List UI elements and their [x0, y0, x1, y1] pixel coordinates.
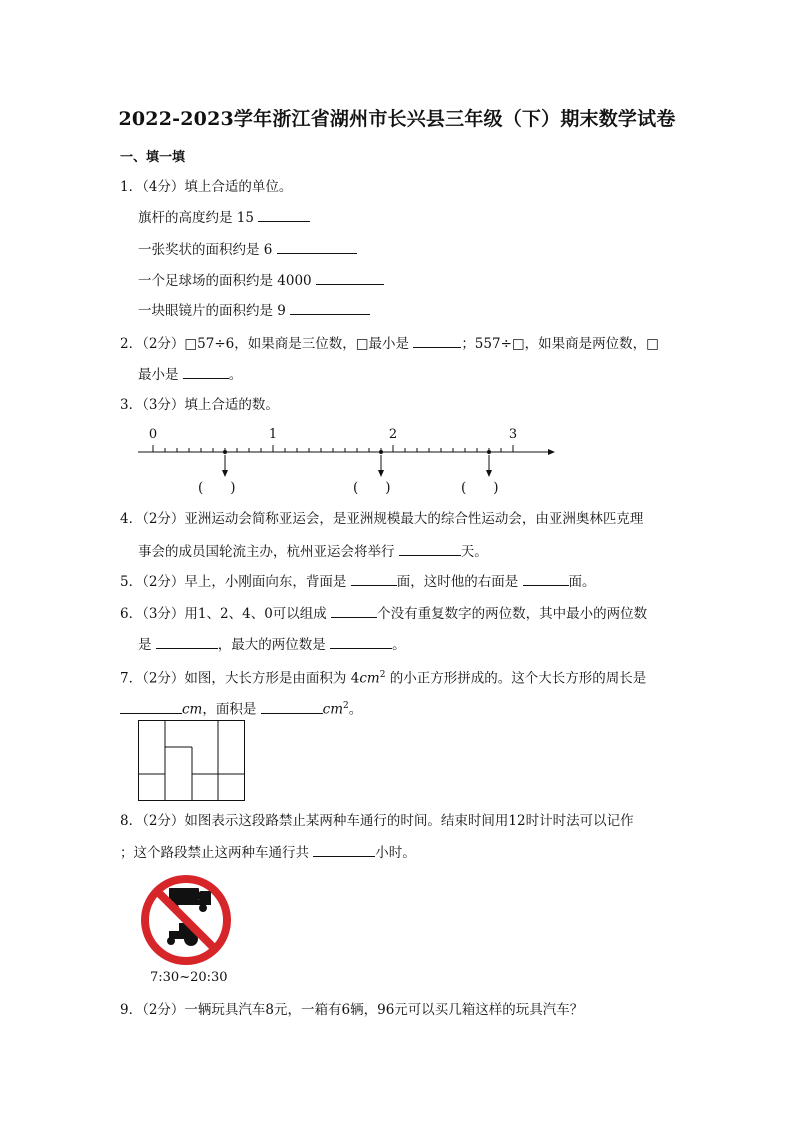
q8-line-1: 8．（2分）如图表示这段路禁止某两种车通行的时间。结束时间用12时计时法可以记作: [120, 813, 634, 829]
q3-stem: 3．（3分）填上合适的数。: [120, 397, 279, 413]
superscript-2: 2: [379, 670, 386, 680]
q2-text-c: 最小是: [138, 367, 183, 383]
unit-cm: cm: [322, 701, 344, 718]
sign-time-caption: 7:30~20:30: [150, 970, 228, 985]
no-vehicle-sign-icon: [139, 873, 233, 967]
answer-blank[interactable]: [523, 572, 569, 586]
q1-item-3-text: 一个足球场的面积约是 4000: [138, 273, 312, 289]
marked-point: [223, 450, 227, 454]
q5-text-c: 面。: [568, 574, 596, 590]
rectangle-figure: [138, 720, 246, 802]
q3-answer-slot-2[interactable]: ( ): [353, 480, 391, 496]
answer-blank[interactable]: [399, 542, 461, 556]
unit-cm: cm: [359, 670, 380, 687]
q6-line-2: [138, 635, 406, 654]
q5-text-b: 面，这时他的右面是: [396, 574, 523, 590]
q1-item-1-text: 旗杆的高度约是 15: [138, 210, 254, 226]
q2-text-d: 。: [228, 367, 243, 383]
q5-text-a: 5．（2分）早上，小刚面向东，背面是: [120, 574, 351, 590]
pointer-arrowhead: [378, 470, 384, 477]
answer-blank[interactable]: [261, 700, 323, 714]
q1-item-2-text: 一张奖状的面积约是 6: [138, 242, 273, 258]
q7-text-c: ，面积是: [202, 701, 261, 718]
unit-cm: cm: [182, 701, 203, 718]
marked-point: [379, 450, 383, 454]
q7-line-1: [120, 666, 646, 688]
marked-point: [487, 450, 491, 454]
answer-blank[interactable]: [351, 572, 397, 586]
q6-text-a: 6．（3分）用1、2、4、0可以组成: [120, 606, 332, 622]
q8-line-2: [120, 843, 416, 862]
pointer-arrowhead: [222, 470, 228, 477]
answer-blank[interactable]: [330, 635, 392, 649]
q3-answer-slot-1[interactable]: ( ): [198, 480, 236, 496]
q4-text-b: 天。: [460, 544, 488, 560]
q6-line-1: [120, 604, 647, 623]
answer-blank[interactable]: [120, 700, 182, 714]
number-line-label: 2: [388, 427, 398, 442]
q6-text-e: 。: [392, 637, 406, 653]
q1-item-4-text: 一块眼镜片的面积约是 9: [138, 303, 286, 319]
number-line-label: 1: [268, 427, 278, 442]
pointer-arrowhead: [486, 470, 492, 477]
page-title: 2022-2023学年浙江省湖州市长兴县三年级（下）期末数学试卷: [118, 108, 676, 130]
q2-text-a: 2．（2分）□57÷6，如果商是三位数，□最小是: [120, 336, 414, 352]
q6-text-b: 个没有重复数字的两位数，其中最小的两位数: [377, 606, 648, 622]
section-heading: 一、填一填: [120, 150, 186, 165]
answer-blank[interactable]: [331, 604, 377, 618]
q6-text-c: 是: [138, 637, 156, 653]
q4-line-1: 4．（2分）亚洲运动会简称亚运会，是亚洲规模最大的综合性运动会，由亚洲奥林匹克理: [120, 511, 644, 527]
q4-text-a: 事会的成员国轮流主办，杭州亚运会将举行: [138, 544, 399, 560]
q2-text-b: ；557÷□，如果商是两位数，□: [461, 336, 659, 352]
answer-blank[interactable]: [313, 843, 375, 857]
q9-stem: 9．（2分）一辆玩具汽车8元，一箱有6辆，96元可以买几箱这样的玩具汽车？: [120, 1002, 584, 1018]
q5-line: [120, 572, 596, 591]
q8-text-a: ；这个路段禁止这两种车通行共: [120, 845, 314, 861]
q8-text-b: 小时。: [375, 845, 416, 861]
number-line-label: 3: [508, 427, 518, 442]
superscript-2: 2: [343, 701, 349, 711]
q1-stem: 1．（4分）填上合适的单位。: [120, 179, 293, 195]
q7-text-a: 7．（2分）如图，大长方形是由面积为 4: [120, 670, 360, 687]
q4-line-2: [138, 542, 488, 561]
q6-text-d: ，最大的两位数是: [217, 637, 331, 653]
q7-line-2: cm，面积是 $cm^2$。: [120, 697, 362, 719]
number-line-arrowhead: [548, 449, 555, 455]
q7-text-b: 的小正方形拼成的。这个大长方形的周长是: [385, 670, 647, 687]
answer-blank[interactable]: [156, 635, 218, 649]
number-line-label: 0: [148, 427, 158, 442]
q3-answer-slot-3[interactable]: ( ): [461, 480, 499, 496]
